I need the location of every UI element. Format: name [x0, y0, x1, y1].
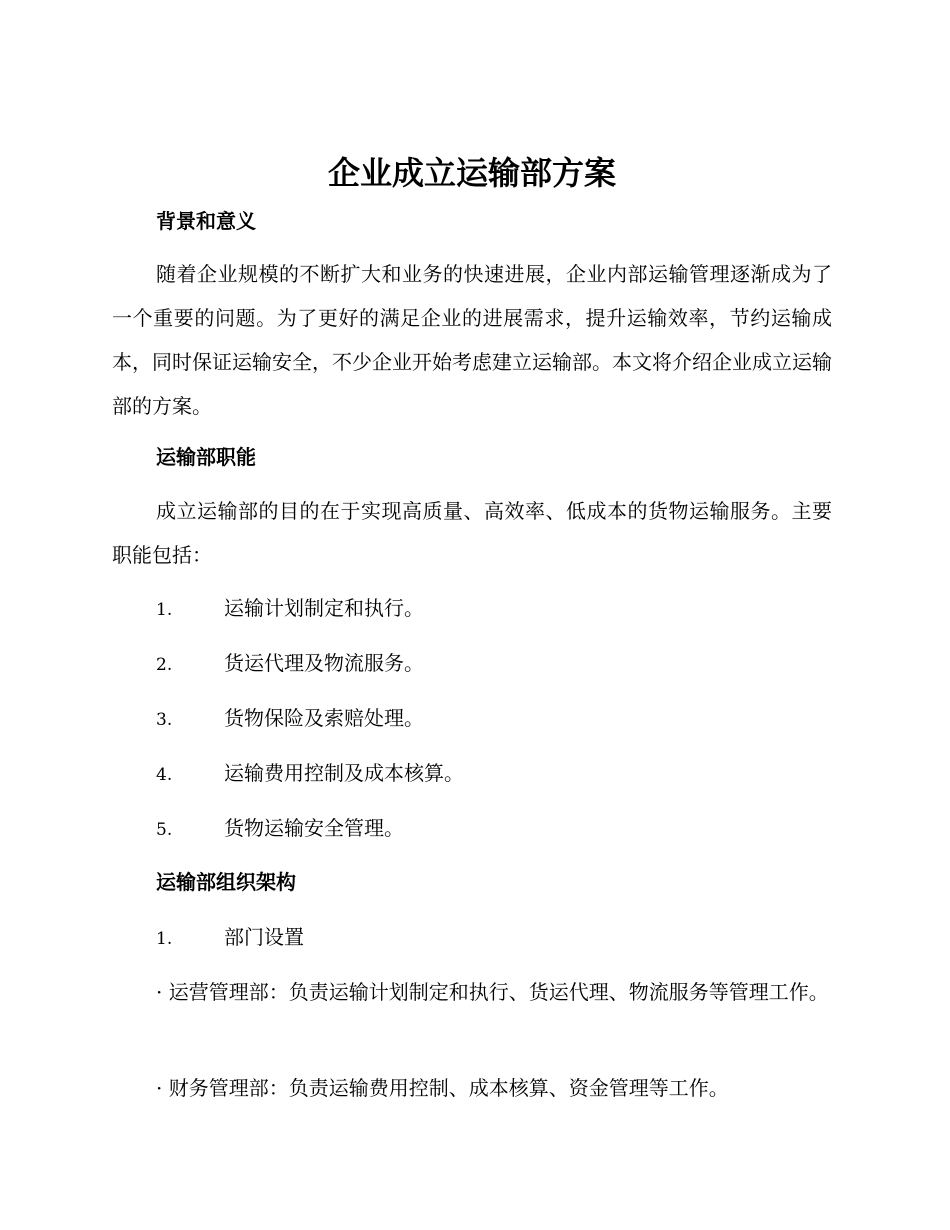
- list-number: 4.: [156, 765, 173, 785]
- list-item: [156, 593, 832, 625]
- list-number: 2.: [156, 655, 173, 675]
- bullet-paragraph: · 财务管理部：负责运输费用控制、成本核算、资金管理等工作。: [156, 1076, 729, 1100]
- background-paragraph: 随着企业规模的不断扩大和业务的快速进展，企业内部运输管理逐渐成为了一个重要的问题。为了更好的满足企业的进展需求，提升运输效率，节约运输成本，同时保证运输安全，不少企业开始考虑建立运输部。本文将介绍企业成立运输部的方案。: [112, 262, 832, 418]
- section-heading-background: 背景和意义: [156, 209, 256, 233]
- list-text: 货运代理及物流服务。: [224, 651, 424, 675]
- document-title: 企业成立运输部方案: [327, 154, 616, 192]
- list-number: 3.: [156, 710, 173, 730]
- list-item: [156, 703, 832, 735]
- section-heading-organization: 运输部组织架构: [156, 870, 296, 894]
- list-item: [156, 813, 832, 845]
- list-text: 部门设置: [224, 925, 304, 949]
- list-item: [156, 758, 832, 790]
- list-number: 1.: [156, 600, 173, 620]
- list-text: 运输费用控制及成本核算。: [224, 761, 464, 785]
- list-number: 1.: [156, 929, 173, 949]
- section-heading-functions: 运输部职能: [156, 445, 256, 469]
- list-number: 5.: [156, 820, 173, 840]
- bullet-paragraph: · 运营管理部：负责运输计划制定和执行、货运代理、物流服务等管理工作。: [156, 980, 829, 1004]
- list-text: 货物运输安全管理。: [224, 816, 404, 840]
- functions-paragraph: 成立运输部的目的在于实现高质量、高效率、低成本的货物运输服务。主要职能包括：: [112, 499, 832, 567]
- list-text: 运输计划制定和执行。: [224, 596, 424, 620]
- list-item: [156, 922, 832, 954]
- list-item: [156, 648, 832, 680]
- list-text: 货物保险及索赔处理。: [224, 706, 424, 730]
